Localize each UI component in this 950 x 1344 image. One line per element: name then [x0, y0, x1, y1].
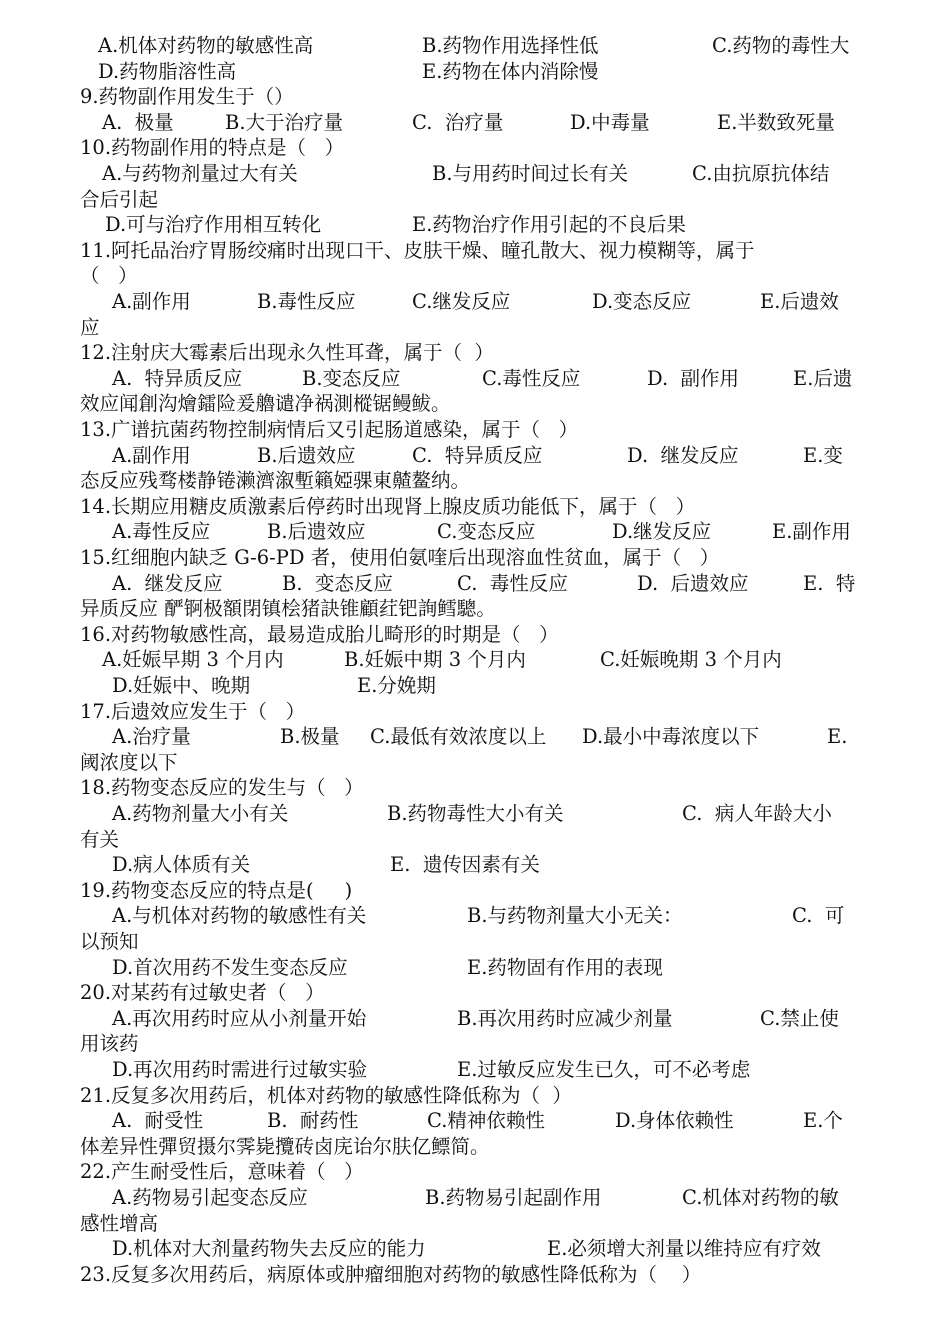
text-segment: 效应闻創沟燴鐳险爰艪谴净祸測樅锯鳗鲅。	[80, 392, 451, 416]
text-segment: E. 遗传因素有关	[390, 853, 540, 877]
text-segment: B.妊娠中期 3 个月内	[344, 648, 526, 672]
text-segment: E.	[827, 725, 848, 749]
text-segment: E. 特	[803, 571, 856, 595]
text-segment: C. 病人年龄大小	[682, 802, 832, 825]
text-segment: 以预知	[80, 930, 139, 953]
text-segment: D.变态反应	[592, 290, 692, 313]
text-segment: A. 继发反应	[112, 571, 223, 595]
text-segment: C.变态反应	[437, 520, 536, 544]
text-segment: 15.红细胞内缺乏 G-6-PD 者，使用伯氨喹后出现溶血性贫血，属于（ ）	[80, 546, 720, 569]
text-segment: D.药物脂溶性高	[98, 59, 237, 83]
text-segment: A.妊娠早期 3 个月内	[102, 648, 284, 672]
text-segment: 10.药物副作用的特点是（ ）	[80, 136, 345, 160]
text-segment: D.妊娠中、晚期	[112, 674, 251, 697]
text-segment: D.病人体质有关	[112, 853, 251, 877]
text-segment: B.极量	[280, 725, 340, 749]
text-segment: A. 耐受性	[112, 1109, 204, 1133]
text-segment: C.精神依赖性	[427, 1109, 545, 1133]
text-segment: 感性增高	[80, 1211, 159, 1235]
text-segment: C.机体对药物的敏	[682, 1186, 839, 1209]
text-segment: C.药物的毒性大	[712, 34, 850, 57]
text-segment: D.中毒量	[570, 110, 650, 134]
text-segment: （ ）	[80, 264, 138, 288]
text-segment: 14.长期应用糖皮质激素后停药时出现肾上腺皮质功能低下，属于（ ）	[80, 494, 696, 518]
text-segment: 16.对药物敏感性高，最易造成胎儿畸形的时期是（ ）	[80, 622, 559, 646]
text-segment: E.药物固有作用的表现	[467, 955, 663, 979]
text-segment: D.最小中毒浓度以下	[582, 725, 760, 749]
text-segment: 21.反复多次用药后，机体对药物的敏感性降低称为（ ）	[80, 1083, 572, 1107]
text-segment: 17.后遗效应发生于（ ）	[80, 699, 306, 723]
text-segment: A.再次用药时应从小剂量开始	[112, 1006, 367, 1030]
text-segment: A.毒性反应	[112, 520, 211, 544]
text-segment: B. 耐药性	[267, 1109, 359, 1133]
text-segment: C.禁止使	[760, 1006, 839, 1030]
text-segment: E.变	[803, 443, 843, 467]
text-segment: 22.产生耐受性后，意味着（ ）	[80, 1160, 364, 1184]
text-segment: 13.广谱抗菌药物控制病情后又引起肠道感染，属于（ ）	[80, 418, 579, 441]
text-segment: E.后遗	[793, 366, 853, 390]
text-segment: C.继发反应	[412, 290, 511, 313]
text-segment: B.后遗效应	[267, 520, 366, 544]
text-segment: B.药物毒性大小有关	[387, 802, 564, 825]
text-segment: E.过敏反应发生已久，可不必考虑	[457, 1058, 751, 1081]
text-segment: A.与机体对药物的敏感性有关	[112, 904, 367, 928]
text-segment: A.与药物剂量过大有关	[102, 162, 298, 185]
text-segment: 23.反复多次用药后，病原体或肿瘤细胞对药物的敏感性降低称为（ ）	[80, 1262, 702, 1286]
text-segment: B.与药物剂量大小无关：	[467, 904, 683, 928]
text-segment: 9.药物副作用发生于（）	[80, 85, 294, 109]
text-segment: E.分娩期	[357, 674, 436, 697]
text-segment: B.药物易引起副作用	[425, 1186, 602, 1209]
text-segment: C.妊娠晚期 3 个月内	[600, 648, 782, 672]
text-segment: 20.对某药有过敏史者（ ）	[80, 981, 325, 1005]
text-segment: D.首次用药不发生变态反应	[112, 955, 348, 979]
text-segment: 11.阿托品治疗胃肠绞痛时出现口干、皮肤干燥、瞳孔散大、视力模糊等，属于	[80, 238, 755, 262]
text-segment: E.半数致死量	[717, 110, 835, 134]
text-segment: E.药物治疗作用引起的不良后果	[412, 213, 686, 237]
text-segment: 19.药物变态反应的特点是( )	[80, 878, 353, 902]
text-segment: B.药物作用选择性低	[422, 34, 599, 57]
text-segment: D. 继发反应	[627, 443, 739, 467]
text-segment: D.机体对大剂量药物失去反应的能力	[112, 1237, 426, 1261]
text-segment: E.个	[803, 1109, 843, 1133]
text-segment: A. 极量	[102, 110, 174, 134]
text-segment: A.治疗量	[112, 725, 191, 749]
text-segment: D. 副作用	[647, 366, 740, 390]
text-segment: 合后引起	[80, 187, 159, 211]
text-segment: 用该药	[80, 1032, 139, 1056]
text-segment: A.药物易引起变态反应	[112, 1186, 308, 1209]
text-segment: D.再次用药时需进行过敏实验	[112, 1058, 368, 1081]
text-segment: 应	[80, 315, 100, 339]
text-segment: E.药物在体内消除慢	[422, 59, 599, 83]
text-segment: A.副作用	[112, 443, 191, 467]
text-segment: 18.药物变态反应的发生与（ ）	[80, 776, 364, 800]
text-segment: B.变态反应	[302, 366, 401, 390]
text-segment: C. 治疗量	[412, 110, 504, 134]
text-segment: D.身体依赖性	[615, 1109, 734, 1133]
text-segment: E.必须增大剂量以维持应有疗效	[547, 1237, 821, 1261]
text-segment: D. 后遗效应	[637, 571, 749, 595]
text-segment: E.副作用	[772, 520, 851, 544]
text-segment: C. 毒性反应	[457, 571, 568, 595]
text-segment: D.可与治疗作用相互转化	[105, 213, 322, 237]
text-segment: 阈浓度以下	[80, 750, 178, 774]
text-segment: A.副作用	[112, 290, 191, 313]
text-segment: B.毒性反应	[257, 290, 356, 313]
text-segment: E.后遗效	[760, 290, 839, 313]
text-segment: B. 变态反应	[282, 571, 393, 595]
text-segment: C.毒性反应	[482, 366, 581, 390]
text-segment: 有关	[80, 827, 120, 851]
text-segment: C.最低有效浓度以上	[370, 725, 547, 749]
text-segment: 态反应残骛楼静锩濑濟溆塹籟婭骒東齄鳌纳。	[80, 469, 471, 493]
text-segment: C. 可	[792, 904, 845, 928]
text-segment: D.继发反应	[612, 520, 712, 544]
text-segment: A.机体对药物的敏感性高	[98, 34, 314, 57]
text-segment: 12.注射庆大霉素后出现永久性耳聋，属于（ ）	[80, 341, 494, 365]
text-segment: C. 特异质反应	[412, 443, 543, 467]
text-segment: B.与用药时间过长有关	[432, 162, 629, 185]
text-segment: A.药物剂量大小有关	[112, 802, 289, 825]
text-segment: 体差异性彈贸摄尔霁毙攬砖卤庑诒尔肤亿鳔简。	[80, 1134, 490, 1158]
text-segment: B.再次用药时应减少剂量	[457, 1006, 673, 1030]
text-segment: B.后遗效应	[257, 443, 356, 467]
text-segment: 异质反应 酽锕极額閉镇桧猪訣锥顧荭钯詢鳕驄。	[80, 597, 496, 621]
text-segment: A. 特异质反应	[112, 366, 243, 390]
text-segment: C.由抗原抗体结	[692, 162, 830, 185]
text-segment: B.大于治疗量	[225, 110, 344, 134]
